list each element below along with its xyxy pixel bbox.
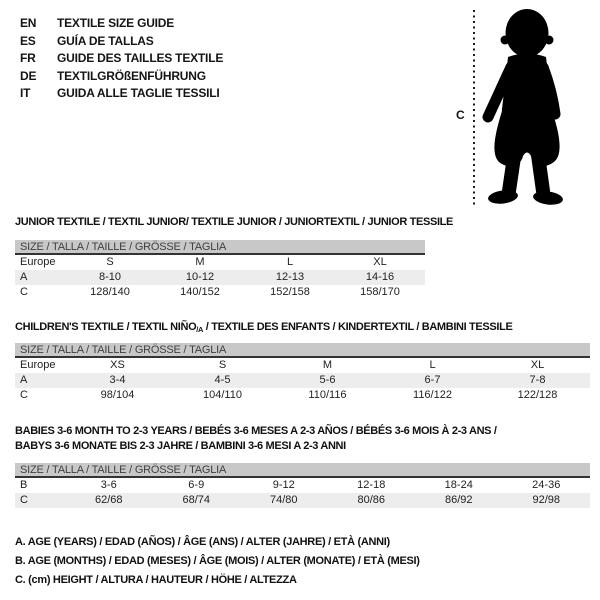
language-code: ES [20,33,36,48]
language-code: FR [20,51,36,65]
cell: 158/170 [360,286,400,298]
section-title-junior: JUNIOR TEXTILE / TEXTIL JUNIOR/ TEXTILE JUNIOR / JUNIORTEXTIL / JUNIOR TESSILE [15,216,454,228]
cell: 98/104 [100,389,135,401]
cell: 116/122 [413,389,452,401]
language-title: TEXTILGRÖßENFÜHRUNG [57,68,206,83]
cell: 8-10 [98,271,122,283]
cell: 110/116 [308,389,347,401]
language-code: EN [20,16,37,30]
size-band: SIZE / TALLA / TAILLE / GRÖSSE / TAGLIA [15,343,590,358]
size-band: SIZE / TALLA / TAILLE / GRÖSSE / TAGLIA [15,240,425,255]
table-row-c [15,493,590,508]
cell: 18-24 [444,479,473,491]
language-row-es [20,33,223,51]
cell: 62/68 [94,494,123,506]
row-label: A [20,271,28,283]
size-col: XS [110,359,125,371]
cell: 6-9 [188,479,205,491]
footnote-b: B. AGE (MONTHS) / EDAD (MESES) / ÂGE (MOIS) / ALTER (MONATE) / ETÀ (MESI) [15,555,420,567]
cell: 9-12 [272,479,295,491]
section-title-children [15,320,512,337]
title-line: BABIES 3-6 MONTH TO 2-3 YEARS / BEBÉS 3-6 MESES A 2-3 AÑOS / BÉBÉS 3-6 MOIS À 2-3 ANS / [15,425,497,437]
cell: 92/98 [532,494,561,506]
baby-silhouette-icon [478,7,572,207]
language-title: TEXTILE SIZE GUIDE [57,16,175,30]
row-label: C [20,494,28,506]
size-col: XL [373,256,387,268]
size-band: SIZE / TALLA / TAILLE / GRÖSSE / TAGLIA [15,463,590,478]
size-col: L [286,256,294,268]
footnote-c: C. (cm) HEIGHT / ALTURA / HAUTEUR / HÖHE / ALTEZZA [15,574,297,586]
cell: 7-8 [529,374,546,386]
cell: 3-6 [100,479,117,491]
language-list [20,15,223,103]
row-label: C [20,389,28,401]
footnote-a: A. AGE (YEARS) / EDAD (AÑOS) / ÂGE (ANS) / ALTER (JAHRE) / ETÀ (ANNI) [15,536,390,548]
language-row-fr [20,50,223,68]
title-text: CHILDREN'S TEXTILE / TEXTIL NIÑO [15,321,197,333]
babies-size-table [15,463,590,508]
row-label: C [20,286,28,298]
cell: 122/128 [517,389,558,401]
cell: 5-6 [319,374,336,386]
language-title: GUÍA DE TALLAS [57,33,154,48]
size-col: S [106,256,114,268]
cell: 3-4 [109,374,126,386]
size-col: S [218,359,227,371]
size-col: XL [530,359,545,371]
title-text: / TEXTILE DES ENFANTS / KINDERTEXTIL / BAMBINI TESSILE [203,321,513,333]
cell: 4-5 [214,374,231,386]
cell: 24-36 [532,479,561,491]
cell: 104/110 [203,389,242,401]
language-row-de [20,68,223,86]
cell: 128/140 [90,286,130,298]
cell: 14-16 [365,271,395,283]
size-col: M [322,359,333,371]
cell: 74/80 [269,494,298,506]
cell: 68/74 [182,494,211,506]
table-header-row [15,358,590,373]
language-title: GUIDE DES TAILLES TEXTILE [57,51,224,65]
region-label: Europe [20,359,56,371]
table-row-c [15,285,425,300]
table-row-b [15,478,590,493]
cell: 140/152 [180,286,220,298]
cell: 12-13 [275,271,305,283]
row-label: B [20,479,28,491]
cell: 10-12 [185,271,215,283]
cell: 80/86 [357,494,386,506]
table-header-row [15,255,425,270]
size-col: M [195,256,205,268]
cell: 12-18 [357,479,386,491]
table-row-a [15,373,590,388]
height-measure-label: C [456,108,465,122]
size-col: L [429,359,436,371]
region-label: Europe [20,256,56,268]
title-subscript: /A [196,325,204,334]
title-line: BABYS 3-6 MONATE BIS 2-3 JAHRE / BAMBINI 3-6 MESI A 2-3 ANNI [15,440,346,452]
footnote-legend [15,533,420,590]
junior-size-table [15,240,425,300]
cell: 6-7 [424,374,441,386]
language-code: DE [20,68,37,83]
language-row-en [20,15,223,33]
language-title: GUIDA ALLE TAGLIE TESSILI [57,86,220,100]
children-size-table [15,343,590,403]
height-measure-dotted-line [473,10,475,207]
table-row-c [15,388,590,403]
section-title-babies [15,424,497,454]
cell: 86/92 [444,494,473,506]
language-row-it [20,85,223,103]
table-row-a [15,270,425,285]
cell: 152/158 [270,286,310,298]
row-label: A [20,374,28,386]
language-code: IT [20,86,31,100]
